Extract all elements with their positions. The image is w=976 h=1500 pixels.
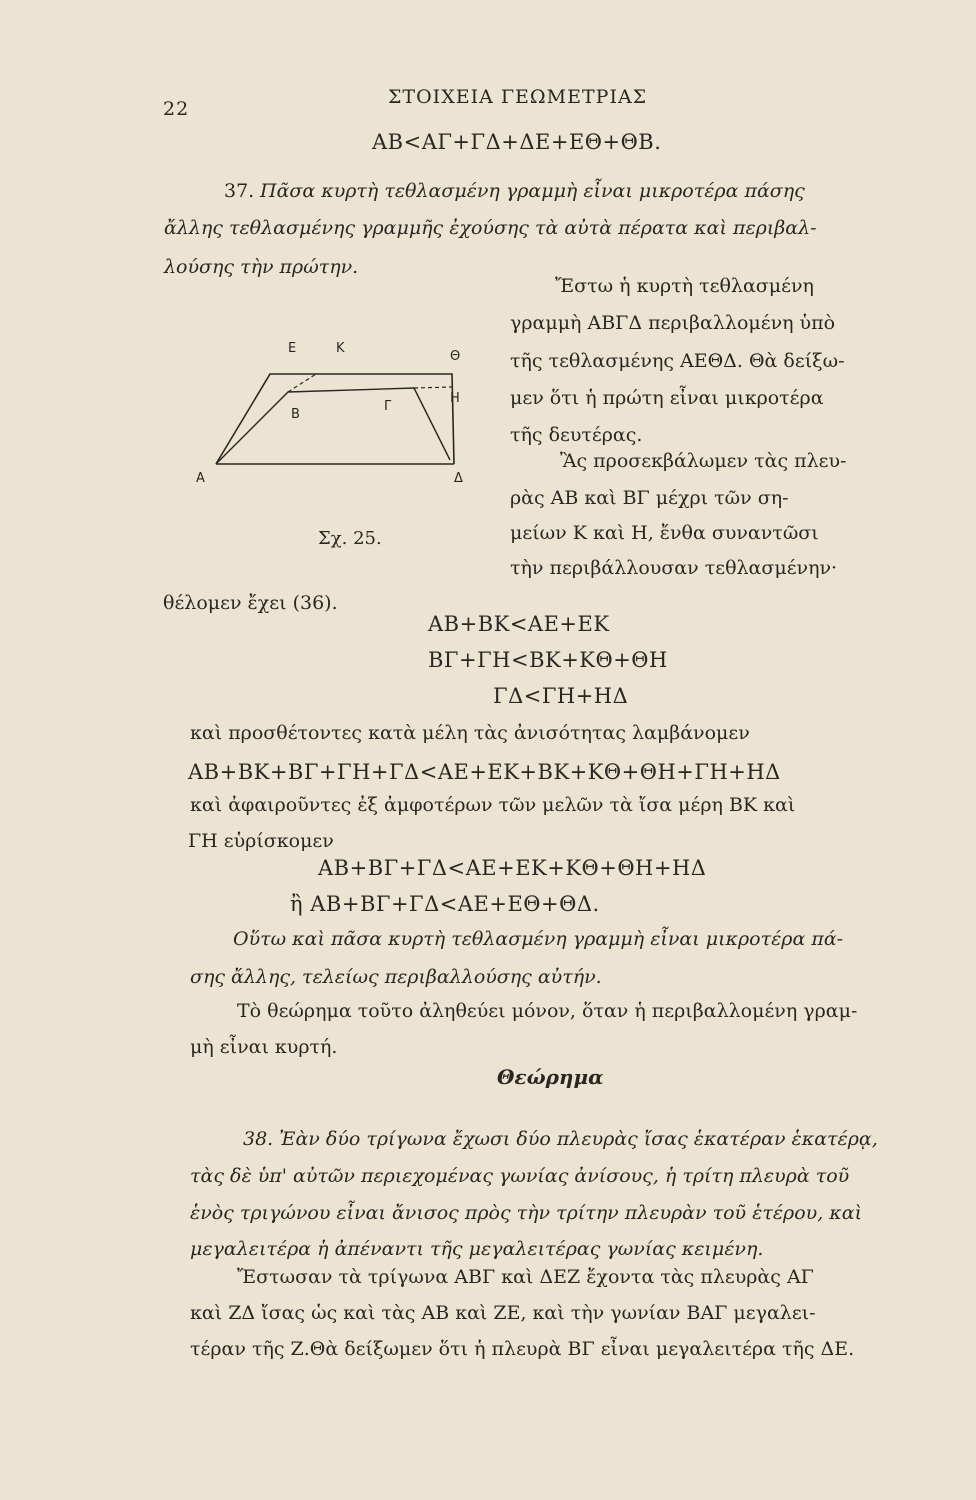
inequality-3: ΓΔ<ΓΗ+ΗΔ [493,684,629,708]
theorem-37-line-1 [224,180,254,202]
thelomen-line: θέλομεν ἔχει (36). [163,592,338,614]
proof-37-line-3: τῆς τεθλασμένης ΑΕΘΔ. Θὰ δείξω- [510,350,845,372]
label-g: Γ [384,399,392,414]
note-line-2: μὴ εἶναι κυρτή. [190,1036,338,1058]
theorem-37-text-1: Πᾶσα κυρτὴ τεθλασμένη γραμμὴ εἶναι μικροτέρα πάσης [260,180,805,202]
adding-line: καὶ προσθέτοντες κατὰ μέλη τὰς ἀνισότητας λαμβάνομεν [190,722,750,744]
theorem-38-line-2: τὰς δὲ ὑπ' αὐτῶν περιεχομένας γωνίας ἀνίσους, ἡ τρίτη πλευρὰ τοῦ [190,1165,850,1187]
enclosing-polyline [216,374,454,464]
theorem-38-line-3: ἑνὸς τριγώνου εἶναι ἄνισος πρὸς τὴν τρίτην πλευρὰν τοῦ ἑτέρου, καὶ [190,1202,863,1224]
result-1: ΑΒ+ΒΓ+ΓΔ<ΑΕ+ΕΚ+ΚΘ+ΘΗ+ΗΔ [318,856,707,880]
label-b: Β [291,407,300,422]
top-equation: ΑΒ<ΑΓ+ΓΔ+ΔΕ+ΕΘ+ΘΒ. [372,130,662,154]
label-d: Δ [454,471,463,486]
proof-38-line-2: καὶ ΖΔ ἴσας ὡς καὶ τὰς ΑΒ καὶ ΖΕ, καὶ τὴν γωνίαν ΒΑΓ μεγαλει- [190,1302,816,1324]
theorem-number: 37. [224,180,255,202]
convex-polyline [216,388,450,464]
theorem-37-text-3: λούσης τὴν πρώτην. [164,256,359,278]
running-title: ΣΤΟΙΧΕΙΑ ΓΕΩΜΕΤΡΙΑΣ [388,86,648,108]
proof-38-line-3: τέραν τῆς Ζ.Θὰ δείξωμεν ὅτι ἡ πλευρὰ ΒΓ εἶναι μεγαλειτέρα τῆς ΔΕ. [190,1338,855,1360]
proof-37-line-9: τὴν περιβάλλουσαν τεθλασμένην· [510,557,838,579]
proof-37-line-2: γραμμὴ ΑΒΓΔ περιβαλλομένη ὑπὸ [510,312,836,334]
conclusion-line-1: Οὕτω καὶ πᾶσα κυρτὴ τεθλασμένη γραμμὴ εἶναι μικροτέρα πά- [233,928,844,950]
page-number: 22 [163,98,190,120]
conclusion-line-2: σης ἄλλης, τελείως περιβαλλούσης αὐτήν. [190,966,602,988]
removing-line-1: καὶ ἀφαιροῦντες ἐξ ἀμφοτέρων τῶν μελῶν τὰ ἴσα μέρη ΒΚ καὶ [190,794,796,816]
theorem-38-line-4: μεγαλειτέρα ἡ ἀπέναντι τῆς μεγαλειτέρας γωνίας κειμένη. [190,1238,764,1260]
extension-gh [414,387,452,388]
label-e: Ε [288,341,297,356]
removing-line-2: ΓΗ εὑρίσκομεν [188,830,334,852]
result-2: ἢ ΑΒ+ΒΓ+ΓΔ<ΑΕ+ΕΘ+ΘΔ. [290,892,600,916]
proof-37-line-4: μεν ὅτι ἡ πρώτη εἶναι μικροτέρα [510,387,824,409]
inequality-1: ΑΒ+ΒΚ<ΑΕ+ΕΚ [428,612,610,636]
proof-37-line-7: ρὰς ΑΒ καὶ ΒΓ μέχρι τῶν ση- [510,487,789,509]
label-theta: Θ [450,349,461,364]
label-a: Α [196,471,205,486]
theorem-37-text-2: ἄλλης τεθλασμένης γραμμῆς ἐχούσης τὰ αὐτὰ πέρατα καὶ περιβαλ- [164,217,817,239]
section-heading: Θεώρημα [497,1065,604,1089]
label-h: Η [450,391,460,406]
theorem-38-line-1: 38. Ἐὰν δύο τρίγωνα ἔχωσι δύο πλευρὰς ἴσας ἑκατέραν ἑκατέρᾳ, [243,1128,878,1150]
proof-37-line-1: Ἔστω ἡ κυρτὴ τεθλασμένη [555,275,814,297]
proof-37-line-5: τῆς δευτέρας. [510,424,643,446]
proof-37-line-6: Ἂς προσεκβάλωμεν τὰς πλευ- [560,450,847,472]
figure-caption: Σχ. 25. [318,528,382,549]
extension-bk [288,374,316,392]
note-line-1: Τὸ θεώρημα τοῦτο ἀληθεύει μόνον, ὅταν ἡ περιβαλλομένη γραμ- [237,1000,858,1022]
proof-37-line-8: μείων Κ καὶ Η, ἔνθα συναντῶσι [510,522,819,544]
figure-25 [188,330,478,490]
sum-inequality: ΑΒ+ΒΚ+ΒΓ+ΓΗ+ΓΔ<ΑΕ+ΕΚ+ΒΚ+ΚΘ+ΘΗ+ΓΗ+ΗΔ [188,760,781,784]
inequality-2: ΒΓ+ΓΗ<ΒΚ+ΚΘ+ΘΗ [428,648,668,672]
label-k: Κ [336,341,345,356]
proof-38-line-1: Ἔστωσαν τὰ τρίγωνα ΑΒΓ καὶ ΔΕΖ ἔχοντα τὰς πλευρὰς ΑΓ [237,1266,814,1288]
